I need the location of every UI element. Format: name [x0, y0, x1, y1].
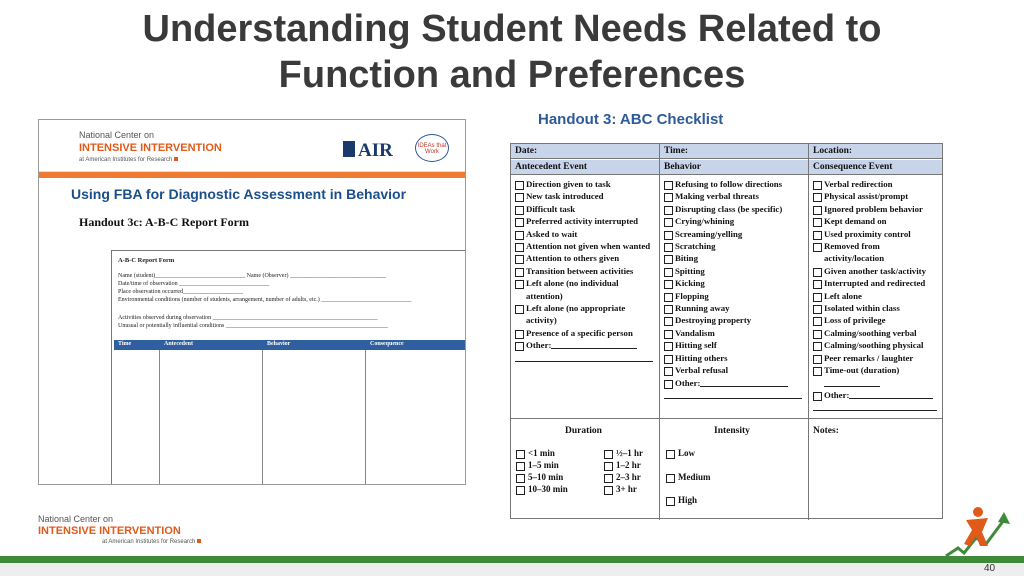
intensity-low[interactable]: Low — [666, 448, 695, 458]
doc-header — [39, 120, 465, 172]
consequence-item[interactable]: Isolated within class — [813, 302, 941, 314]
slide-title — [40, 6, 984, 98]
air-logo — [343, 140, 393, 162]
org-square-icon — [174, 157, 178, 161]
behavior-item[interactable]: Making verbal threats — [664, 190, 806, 202]
antecedent-item[interactable]: Difficult task — [515, 203, 657, 215]
footer-green-bar — [0, 556, 1024, 563]
form-col-consequence: Consequence — [370, 341, 404, 347]
footer-logo — [38, 514, 201, 545]
antecedent-item[interactable]: Transition between activities — [515, 265, 657, 277]
behavior-item[interactable]: Refusing to follow directions — [664, 178, 806, 190]
consequence-title: Consequence Event — [813, 162, 893, 172]
antecedent-item[interactable]: Presence of a specific person — [515, 327, 657, 339]
form-line: Environmental conditions (number of students, arrangement, number of adults, etc.) ______________________________ — [118, 297, 412, 303]
duration-option[interactable]: 1–5 min — [516, 460, 559, 470]
behavior-extra-blank[interactable] — [664, 391, 802, 399]
antecedent-extra-blank[interactable] — [515, 354, 653, 362]
behavior-item[interactable]: Crying/whining — [664, 215, 806, 227]
duration-title: Duration — [565, 426, 602, 436]
header-row — [511, 144, 942, 159]
section-divider — [511, 418, 942, 419]
abc-checklist — [510, 143, 943, 519]
intensity-medium[interactable]: Medium — [666, 472, 711, 482]
consequence-item[interactable]: Physical assist/prompt — [813, 190, 941, 202]
consequence-timeout[interactable] — [813, 364, 941, 389]
air-logo-text: AIR — [358, 140, 393, 161]
form-table-header — [114, 340, 466, 350]
behavior-item[interactable]: Destroying property — [664, 314, 806, 326]
antecedent-other[interactable] — [515, 339, 657, 351]
form-line: Name (student)______________________________ Name (Observer) ________________________________ — [118, 273, 386, 279]
intensity-high[interactable]: High — [666, 495, 697, 505]
antecedent-item[interactable]: Left alone (no individual attention) — [515, 277, 657, 302]
column-title-row — [511, 160, 942, 175]
form-col-divider — [159, 350, 160, 485]
arrow-head-icon — [998, 512, 1010, 524]
duration-option[interactable]: 1–2 hr — [604, 460, 641, 470]
behavior-item[interactable]: Spitting — [664, 265, 806, 277]
footer-org-line3 — [102, 539, 201, 545]
consequence-item[interactable]: Ignored problem behavior — [813, 203, 941, 215]
behavior-other-label: Other: — [675, 377, 701, 388]
doc-subheading: Handout 3c: A-B-C Report Form — [79, 215, 249, 229]
consequence-item[interactable]: Kept demand on — [813, 215, 941, 227]
footer-org-line2: INTENSIVE INTERVENTION — [38, 525, 181, 537]
antecedent-blank-line[interactable] — [515, 352, 657, 364]
time-label: Time: — [664, 146, 689, 156]
consequence-item[interactable]: Left alone — [813, 290, 941, 302]
consequence-other-label: Other: — [824, 389, 850, 400]
behavior-item[interactable]: Hitting others — [664, 352, 806, 364]
consequence-item[interactable]: Calming/soothing verbal — [813, 327, 941, 339]
notes-title: Notes: — [813, 426, 839, 436]
behavior-item[interactable]: Kicking — [664, 277, 806, 289]
abc-report-form-image — [38, 119, 466, 485]
form-line: Unusual or potentially influential conditions ______________________________________________________ — [118, 323, 388, 329]
behavior-list — [664, 178, 806, 401]
consequence-item[interactable]: Verbal redirection — [813, 178, 941, 190]
location-label: Location: — [813, 146, 853, 156]
consequence-item[interactable]: Given another task/activity — [813, 265, 941, 277]
ncii-figure-icon — [944, 498, 1014, 562]
antecedent-other-blank[interactable] — [551, 341, 637, 349]
behavior-item[interactable]: Hitting self — [664, 339, 806, 351]
footer-org-line3-text: at American Institutes for Research — [102, 539, 196, 545]
consequence-extra-blank[interactable] — [813, 403, 937, 411]
form-col-antecedent: Antecedent — [164, 341, 193, 347]
consequence-list — [813, 178, 941, 414]
form-line: Date/time of observation ______________________________ — [118, 281, 270, 287]
behavior-title: Behavior — [664, 162, 701, 172]
behavior-item[interactable]: Scratching — [664, 240, 806, 252]
behavior-item[interactable]: Screaming/yelling — [664, 228, 806, 240]
behavior-item[interactable]: Running away — [664, 302, 806, 314]
figure-head-icon — [973, 507, 983, 517]
doc-orange-band — [39, 172, 465, 178]
handout3-title: Handout 3: ABC Checklist — [538, 111, 724, 128]
title-line-2: Function and Preferences — [278, 54, 746, 96]
duration-option[interactable]: 5–10 min — [516, 472, 563, 482]
figure-body-icon — [964, 518, 988, 546]
doc-org-line3 — [79, 157, 178, 163]
behavior-other[interactable] — [664, 377, 806, 389]
duration-option[interactable]: 2–3 hr — [604, 472, 641, 482]
behavior-item[interactable]: Disrupting class (be specific) — [664, 203, 806, 215]
consequence-item[interactable]: Removed from activity/location — [813, 240, 941, 265]
column-divider — [808, 144, 809, 520]
duration-option[interactable]: ½–1 hr — [604, 448, 643, 458]
form-col-time: Time — [118, 341, 132, 347]
date-label: Date: — [515, 146, 538, 156]
form-line: Place observation occurred____________________ — [118, 289, 243, 295]
abc-report-form — [111, 250, 466, 485]
footer-org-line1: National Center on — [38, 514, 114, 524]
antecedent-item[interactable]: Preferred activity interrupted — [515, 215, 657, 227]
antecedent-item[interactable]: Attention to others given — [515, 252, 657, 264]
column-divider — [659, 144, 660, 520]
osep-logo: IDEAs that Work — [415, 134, 449, 162]
page-number: 40 — [984, 563, 996, 574]
consequence-item[interactable]: Loss of privilege — [813, 314, 941, 326]
title-line-1: Understanding Student Needs Related to — [142, 8, 882, 50]
behavior-item[interactable]: Verbal refusal — [664, 364, 806, 376]
behavior-blank-line[interactable] — [664, 389, 806, 401]
antecedent-other-label: Other: — [526, 340, 552, 351]
doc-org-line2: INTENSIVE INTERVENTION — [79, 142, 222, 154]
behavior-item[interactable]: Biting — [664, 252, 806, 264]
form-title: A-B-C Report Form — [118, 257, 175, 264]
doc-heading: Using FBA for Diagnostic Assessment in Behavior — [71, 186, 407, 202]
footer-gray-bar — [0, 563, 1024, 576]
doc-org-line3-text: at American Institutes for Research — [79, 157, 173, 163]
antecedent-item[interactable]: New task introduced — [515, 190, 657, 202]
antecedent-title: Antecedent Event — [515, 162, 588, 172]
antecedent-item[interactable]: Attention not given when wanted — [515, 240, 657, 252]
form-col-divider — [365, 350, 366, 485]
consequence-item[interactable]: Used proximity control — [813, 228, 941, 240]
consequence-timeout-label: Time-out (duration) — [824, 365, 900, 376]
antecedent-list — [515, 178, 657, 364]
air-mark-icon — [343, 141, 355, 157]
intensity-title: Intensity — [714, 426, 750, 436]
antecedent-item[interactable]: Asked to wait — [515, 228, 657, 240]
consequence-blank-line[interactable] — [813, 401, 941, 413]
consequence-item[interactable]: Peer remarks / laughter — [813, 352, 941, 364]
duration-option[interactable]: 3+ hr — [604, 484, 637, 494]
behavior-item[interactable]: Flopping — [664, 290, 806, 302]
behavior-other-blank[interactable] — [700, 379, 788, 387]
org-square-icon — [197, 539, 201, 543]
doc-org-line1: National Center on — [79, 130, 155, 140]
behavior-item[interactable]: Vandalism — [664, 327, 806, 339]
consequence-item[interactable]: Interrupted and redirected — [813, 277, 941, 289]
consequence-item[interactable]: Calming/soothing physical — [813, 339, 941, 351]
consequence-other[interactable] — [813, 389, 941, 401]
consequence-other-blank[interactable] — [849, 391, 933, 399]
antecedent-item[interactable]: Left alone (no appropriate activity) — [515, 302, 657, 327]
duration-option[interactable]: 10–30 min — [516, 484, 568, 494]
form-col-behavior: Behavior — [267, 341, 291, 347]
form-line: Activities observed during observation _______________________________________________________ — [118, 315, 378, 321]
duration-option[interactable]: <1 min — [516, 448, 555, 458]
form-col-divider — [262, 350, 263, 485]
timeout-blank[interactable] — [824, 379, 880, 387]
antecedent-item[interactable]: Direction given to task — [515, 178, 657, 190]
